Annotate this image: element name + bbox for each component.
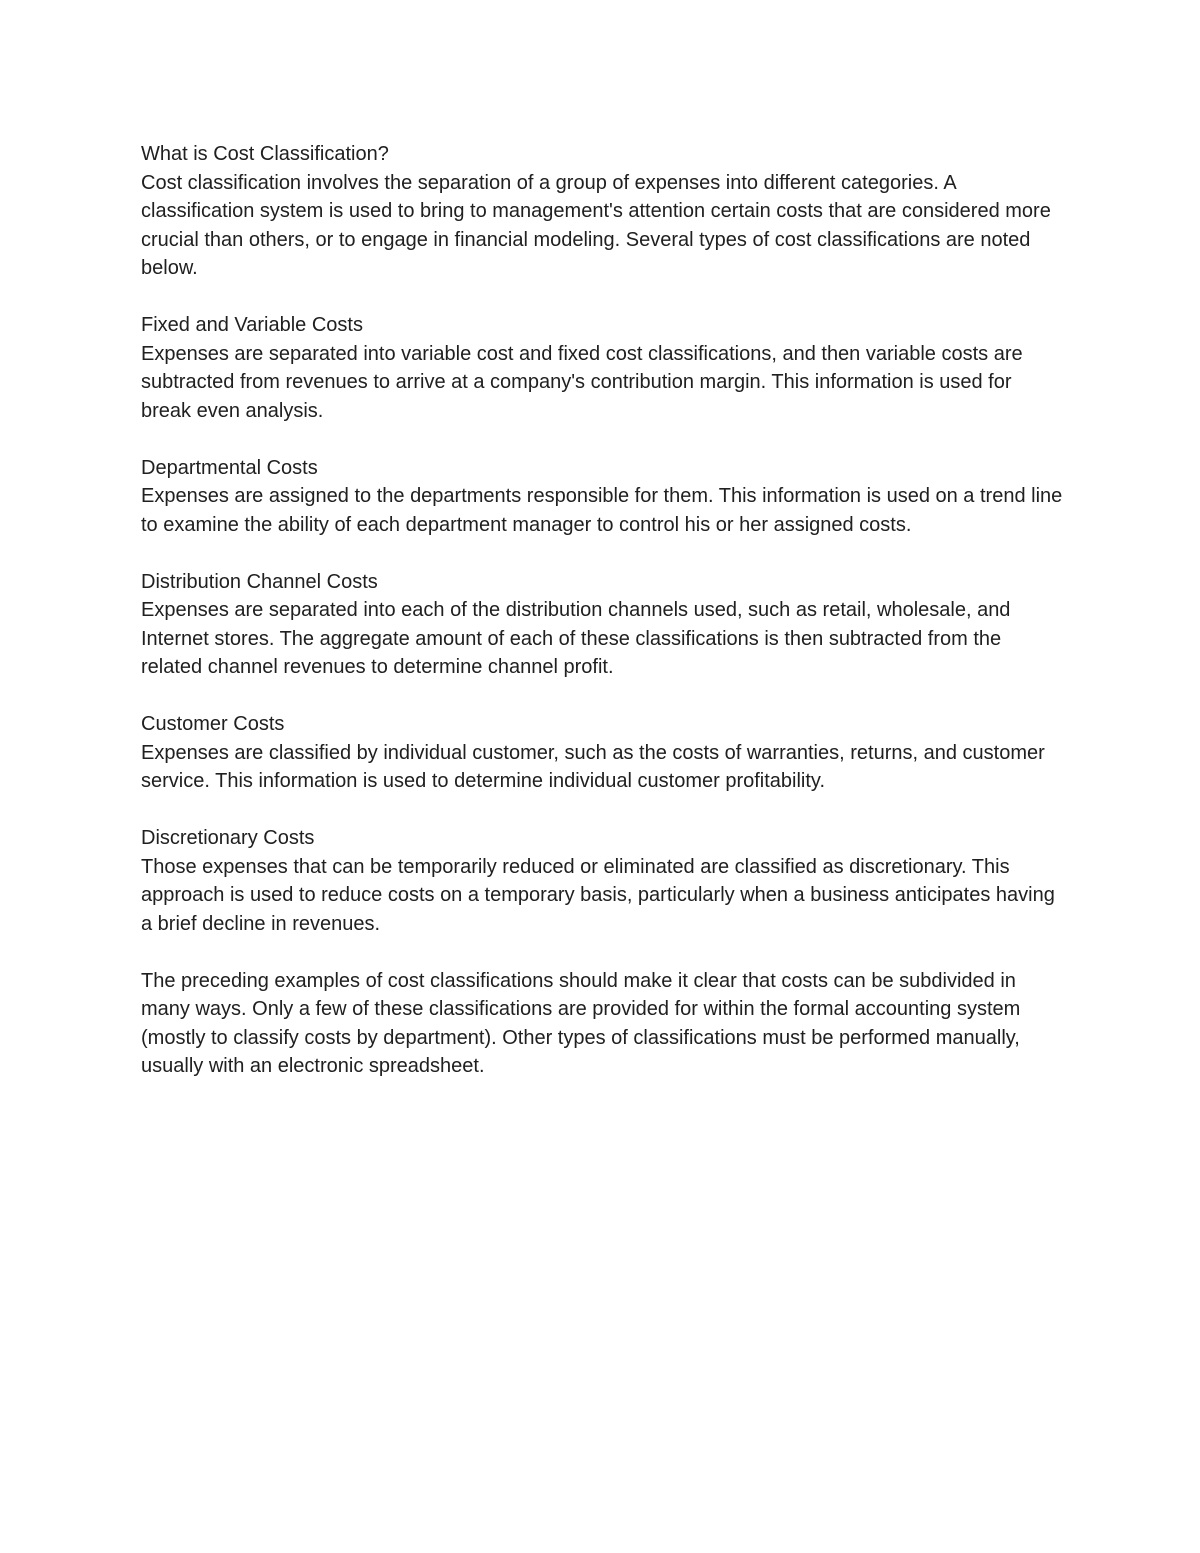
section-heading: Distribution Channel Costs <box>141 570 378 593</box>
section-heading: What is Cost Classification? <box>141 143 389 165</box>
section-discretionary-costs <box>141 824 1066 938</box>
section-fixed-variable-costs <box>141 311 1066 425</box>
section-body: Expenses are separated into variable cost and fixed cost classifications, and then variable costs are subtracted from revenues to arrive at a company's contribution margin. This information is used for break even analysis. <box>141 342 1023 422</box>
section-departmental-costs <box>141 454 1066 540</box>
section-cost-classification <box>141 140 1066 283</box>
section-body: Those expenses that can be temporarily reduced or eliminated are classified as discretionary. This approach is used to reduce costs on a temporary basis, particularly when a business anticipates having a brief decline in revenues. <box>141 855 1055 935</box>
section-body: Expenses are classified by individual customer, such as the costs of warranties, returns, and customer service. This information is used to determine individual customer profitability. <box>141 741 1045 792</box>
section-body: Cost classification involves the separation of a group of expenses into different categories. A classification system is used to bring to management's attention certain costs that are considered more crucial than others, or to engage in financial modeling. Several types of cost classifications are noted below. <box>141 171 1051 279</box>
section-customer-costs <box>141 710 1066 796</box>
section-body: Expenses are separated into each of the distribution channels used, such as retail, wholesale, and Internet stores. The aggregate amount of each of these classifications is then subtracted from the related channel revenues to determine channel profit. <box>141 599 1011 678</box>
section-distribution-channel-costs <box>141 568 1066 682</box>
section-heading: Departmental Costs <box>141 456 318 479</box>
document-content <box>141 140 1066 1109</box>
section-body: Expenses are assigned to the departments responsible for them. This information is used on a trend line to examine the ability of each department manager to control his or her assigned costs. <box>141 485 1063 536</box>
closing-paragraph <box>141 967 1066 1081</box>
section-heading: Customer Costs <box>141 713 285 735</box>
section-heading: Discretionary Costs <box>141 827 315 849</box>
section-heading: Fixed and Variable Costs <box>141 314 363 336</box>
closing-text: The preceding examples of cost classifications should make it clear that costs can be subdivided in many ways. Only a few of these classifications are provided for within the formal accounting system (mostly to classify costs by department). Other types of classifications must be performed manually, usually with an electronic spreadsheet. <box>141 969 1021 1077</box>
